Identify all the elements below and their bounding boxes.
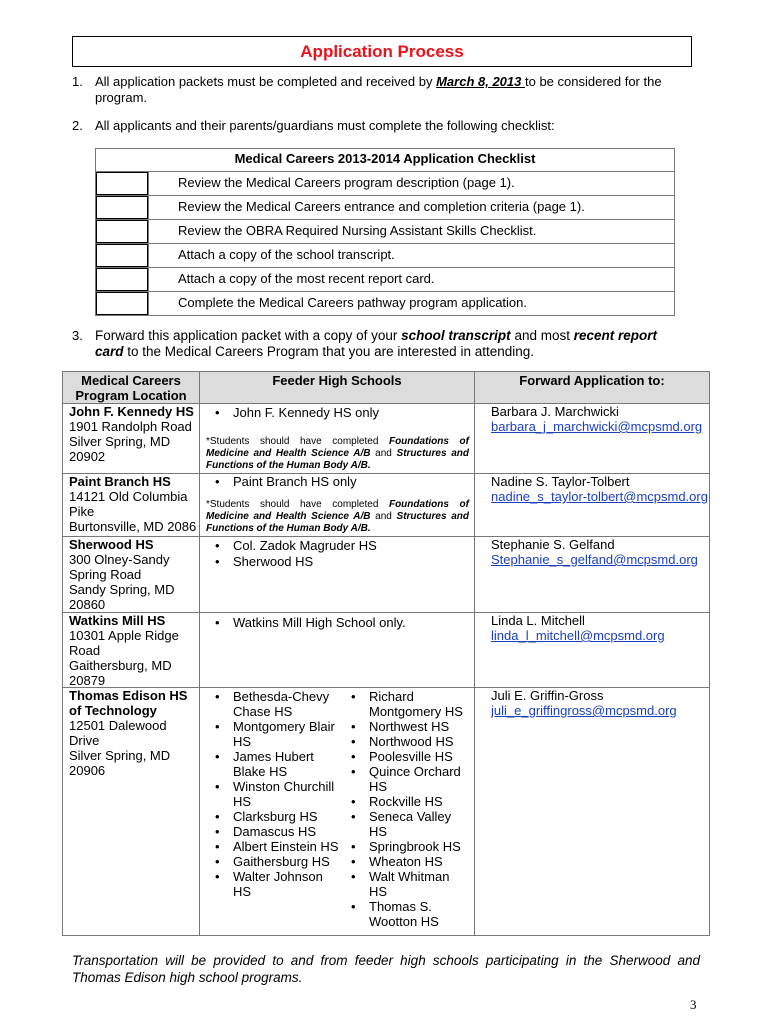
feeder-item: • Watkins Mill High School only.	[215, 615, 406, 630]
feeder-item: • Walt Whitman HS	[351, 869, 450, 899]
checklist-row	[96, 292, 674, 315]
feeder-item: • Paint Branch HS only	[215, 474, 357, 489]
checkbox[interactable]	[96, 268, 148, 291]
feeder-item: • Richard Montgomery HS	[351, 689, 463, 719]
checklist-item-text: Attach a copy of the most recent report card.	[178, 271, 435, 286]
header-feeder: Feeder High Schools	[272, 373, 402, 388]
item-3-number: 3.	[72, 328, 83, 343]
contact-name: Nadine S. Taylor-Tolbert	[491, 474, 630, 489]
feeder-item: • Thomas S. Wootton HS	[351, 899, 439, 929]
prerequisite-note: *Students should have completed Foundations of Medicine and Health Science A/B and Structures and Functions of the Human Body A/B.	[206, 436, 469, 471]
header-location: Medical Careers Program Location	[75, 373, 187, 403]
feeder-item: • Quince Orchard HS	[351, 764, 461, 794]
page-title: Application Process	[300, 42, 464, 61]
feeder-item: • Montgomery Blair HS	[215, 719, 335, 749]
checklist-item-text: Complete the Medical Careers pathway program application.	[178, 295, 528, 310]
feeder-item: • Northwest HS	[351, 719, 450, 734]
feeder-item: • John F. Kennedy HS only	[215, 405, 379, 420]
transportation-note: Transportation will be provided to and from feeder high schools participating in the Sherwood and Thomas Edison high school programs.	[72, 953, 700, 985]
feeder-item: • Damascus HS	[215, 824, 317, 839]
program-table	[62, 371, 710, 936]
feeder-item: • Bethesda-Chevy Chase HS	[215, 689, 330, 719]
feeder-item: • Sherwood HS	[215, 554, 314, 569]
checklist-header: Medical Careers 2013-2014 Application Checklist	[96, 149, 674, 172]
table-row-location: Thomas Edison HS of Technology 12501 Dalewood Drive Silver Spring, MD 20906	[69, 688, 188, 778]
contact-name: Juli E. Griffin-Gross	[491, 688, 604, 703]
feeder-item: • Northwood HS	[351, 734, 454, 749]
checkbox[interactable]	[96, 172, 148, 195]
contact-email-link[interactable]: barbara_j_marchwicki@mcpsmd.org	[491, 419, 703, 434]
feeder-item: • Poolesville HS	[351, 749, 453, 764]
checklist-table	[95, 148, 675, 316]
deadline-date: March 8, 2013	[436, 74, 525, 89]
feeder-item: • Clarksburg HS	[215, 809, 318, 824]
table-row-location: Sherwood HS 300 Olney-Sandy Spring Road Sandy Spring, MD 20860	[69, 537, 175, 612]
checklist-row	[96, 220, 674, 244]
table-row-location: John F. Kennedy HS 1901 Randolph Road Silver Spring, MD 20902	[69, 404, 194, 464]
item-3-text: Forward this application packet with a copy of your school transcript and most recent report card to the Medical Careers Program that you are interested in attending.	[95, 328, 657, 359]
checkbox[interactable]	[96, 220, 148, 243]
feeder-list-left	[215, 689, 340, 899]
page-number: 3	[690, 997, 697, 1012]
contact-name: Linda L. Mitchell	[491, 613, 585, 628]
contact-name: Stephanie S. Gelfand	[491, 537, 615, 552]
feeder-item: • Wheaton HS	[351, 854, 443, 869]
feeder-item: • Seneca Valley HS	[351, 809, 452, 839]
title-box	[72, 36, 692, 67]
item-1-text: All application packets must be completed and received by March 8, 2013 to be considered for the program.	[95, 74, 662, 105]
item-1-number: 1.	[72, 74, 83, 89]
feeder-item: • Col. Zadok Magruder HS	[215, 538, 377, 553]
table-row-location: Watkins Mill HS 10301 Apple Ridge Road Gaithersburg, MD 20879	[69, 613, 179, 688]
checklist-item-text: Attach a copy of the school transcript.	[178, 247, 395, 262]
feeder-item: • James Hubert Blake HS	[215, 749, 314, 779]
item-2-text: All applicants and their parents/guardians must complete the following checklist:	[95, 118, 555, 133]
checklist-row	[96, 244, 674, 268]
item-2-number: 2.	[72, 118, 83, 133]
table-row-location: Paint Branch HS 14121 Old Columbia Pike Burtonsville, MD 2086	[69, 474, 197, 534]
checklist-item-text: Review the Medical Careers program description (page 1).	[178, 175, 515, 190]
checkbox[interactable]	[96, 196, 148, 219]
checklist-row	[96, 196, 674, 220]
contact-email-link[interactable]: juli_e_griffingross@mcpsmd.org	[491, 703, 677, 718]
feeder-item: • Albert Einstein HS	[215, 839, 339, 854]
header-forward: Forward Application to:	[519, 373, 665, 388]
checklist-row	[96, 268, 674, 292]
feeder-item: • Gaithersburg HS	[215, 854, 330, 869]
prerequisite-note: *Students should have completed Foundations of Medicine and Health Science A/B and Structures and Functions of the Human Body A/B.	[206, 499, 469, 534]
contact-email-link[interactable]: linda_l_mitchell@mcpsmd.org	[491, 628, 665, 643]
checkbox[interactable]	[96, 292, 148, 315]
checklist-item-text: Review the OBRA Required Nursing Assistant Skills Checklist.	[178, 223, 537, 238]
feeder-item: • Springbrook HS	[351, 839, 461, 854]
feeder-item: • Rockville HS	[351, 794, 443, 809]
feeder-item: • Winston Churchill HS	[215, 779, 335, 809]
checklist-item-text: Review the Medical Careers entrance and completion criteria (page 1).	[178, 199, 585, 214]
contact-email-link[interactable]: Stephanie_s_gelfand@mcpsmd.org	[491, 552, 698, 567]
feeder-item: • Walter Johnson HS	[215, 869, 323, 899]
contact-name: Barbara J. Marchwicki	[491, 404, 619, 419]
contact-email-link[interactable]: nadine_s_taylor-tolbert@mcpsmd.org	[491, 489, 708, 504]
checkbox[interactable]	[96, 244, 148, 267]
feeder-list-right	[351, 689, 469, 929]
checklist-row	[96, 172, 674, 196]
